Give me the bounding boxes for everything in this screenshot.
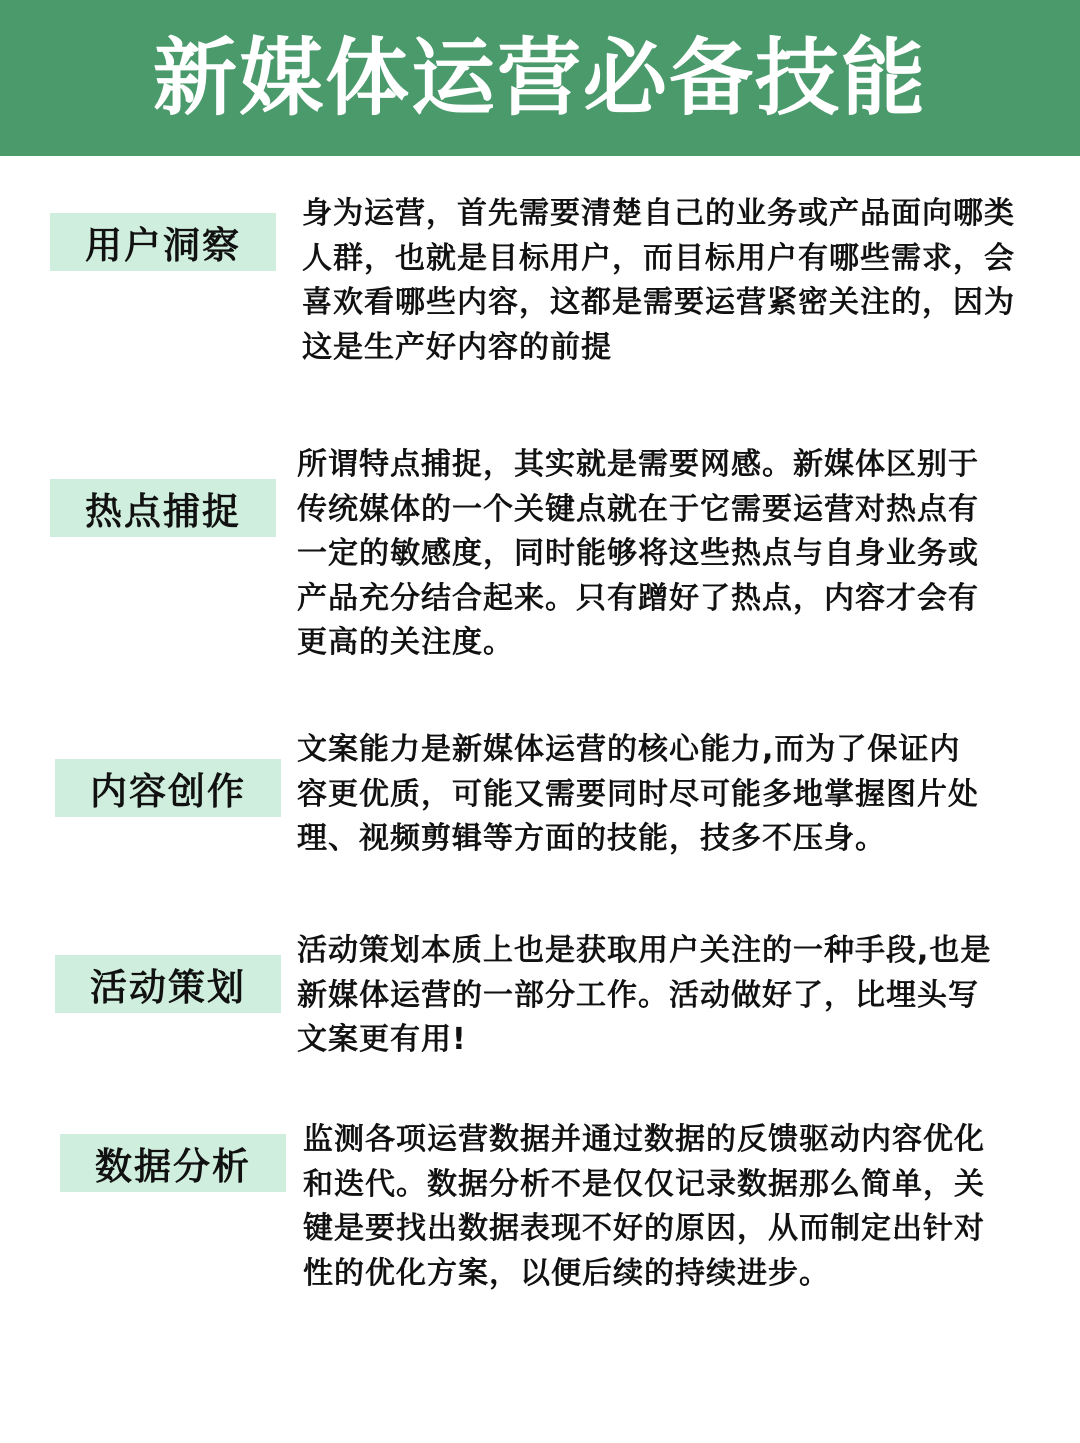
section-text-event-planning: 活动策划本质上也是获取用户关注的一种手段,也是新媒体运营的一部分工作。活动做好了，比埋头写文案更有用! xyxy=(297,933,992,1057)
section-text-content-creation: 文案能力是新媒体运营的核心能力,而为了保证内容更优质，可能又需要同时尽可能多地掌握图片处理、视频剪辑等方面的技能，技多不压身。 xyxy=(297,732,979,856)
tag-user-insight xyxy=(50,213,276,271)
tag-hotspot-capture xyxy=(50,479,276,537)
tag-label: 内容创作 xyxy=(90,770,246,813)
tag-data-analysis xyxy=(60,1134,286,1192)
section-text-hotspot-capture: 所谓特点捕捉，其实就是需要网感。新媒体区别于传统媒体的一个关键点就在于它需要运营对热点有一定的敏感度，同时能够将这些热点与自身业务或产品充分结合起来。只有蹭好了热点，内容才会有更高的关注度。 xyxy=(297,447,979,660)
section-text-data-analysis: 监测各项运营数据并通过数据的反馈驱动内容优化和迭代。数据分析不是仅仅记录数据那么简单，关键是要找出数据表现不好的原因，从而制定出针对性的优化方案，以便后续的持续进步。 xyxy=(303,1122,985,1291)
tag-label: 数据分析 xyxy=(95,1145,251,1188)
tag-label: 热点捕捉 xyxy=(85,490,241,533)
section-text-user-insight: 身为运营，首先需要清楚自己的业务或产品面向哪类人群，也就是目标用户，而目标用户有哪些需求，会喜欢看哪些内容，这都是需要运营紧密关注的，因为这是生产好内容的前提 xyxy=(302,196,1015,365)
page-title: 新媒体运营必备技能 xyxy=(152,29,927,127)
tag-label: 活动策划 xyxy=(90,966,246,1009)
tag-content-creation xyxy=(55,759,281,817)
tag-event-planning xyxy=(55,955,281,1013)
header-banner xyxy=(0,0,1080,156)
tag-label: 用户洞察 xyxy=(85,224,241,267)
